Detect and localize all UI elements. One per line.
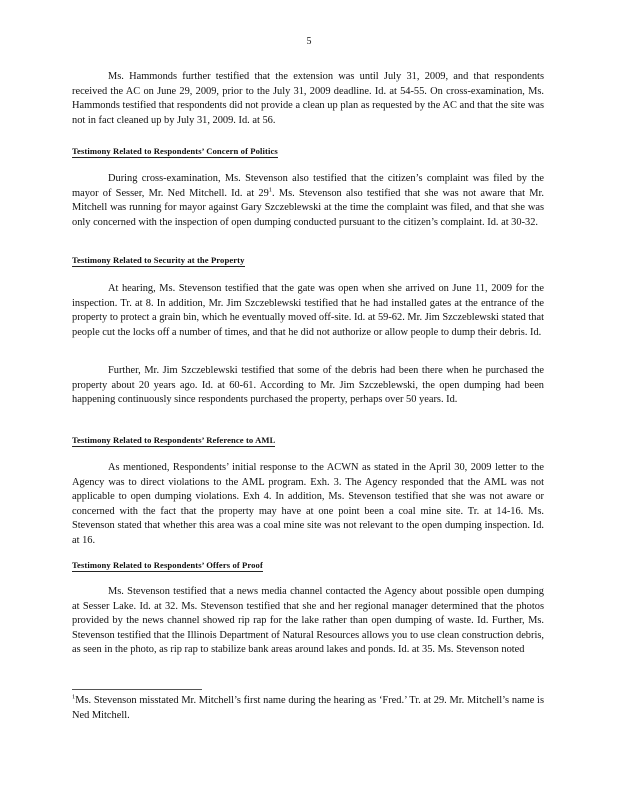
heading-underline bbox=[72, 157, 278, 158]
heading-security-text: Testimony Related to Security at the Property bbox=[72, 255, 245, 265]
page-number: 5 bbox=[306, 36, 312, 47]
heading-aml-text: Testimony Related to Respondents’ Reference to AML bbox=[72, 435, 276, 445]
footnote-ref: 1 bbox=[268, 186, 273, 194]
paragraph-politics-a: During cross-examination, Ms. Stevenson also testified that the citizen’s complaint was filed by the mayor of Sesser, Mr. Ned Mitchell. Id. at 29 bbox=[72, 173, 544, 199]
footnote-text: Ms. Stevenson misstated Mr. Mitchell’s first name during the hearing as ‘Fred.’ Tr. at 29. Mr. Mitchell’s name is Ned Mitchell. bbox=[72, 695, 544, 721]
paragraph-aml: As mentioned, Respondents’ initial response to the ACWN as stated in the April 30, 2009 letter to the Agency was to direct violations to the AML program. Exh. 3. The Agency responded that the AML was not applicable to open dumping violations. Exh 4. In addition, Ms. Stevenson testified that she was not aware or concerned with the fact that the property may have at one point been a coal mine site. Tr. at 14-16. Ms. Stevenson stated that whether this area was a coal mine site was not relevant to the open dumping inspection. Id. at 16. bbox=[72, 462, 544, 546]
paragraph-offers: Ms. Stevenson testified that a news media channel contacted the Agency about possible open dumping at Sesser Lake. Id. at 32. Ms. Stevenson testified that she and her regional manager determined that the photos provided by the news channel showed rip rap for the lake rather than open dumping of waste. Id. Further, Ms. Stevenson testified that the Illinois Department of Natural Resources allows you to use clean construction debris, as seen in the photo, as rip rap to stabilize bank areas around lakes and ponds. Id. at 35. Ms. Stevenson noted bbox=[72, 586, 544, 656]
footnote-separator bbox=[72, 689, 202, 690]
paragraph-further: Further, Mr. Jim Szczeblewski testified that some of the debris had been there when he purchased the property about 20 years ago. Id. at 60-61. According to Mr. Jim Szczeblewski, the open dumping had been happening continuously since respondents purchased the property, perhaps over 50 years. Id. bbox=[72, 365, 544, 406]
paragraph-security: At hearing, Ms. Stevenson testified that the gate was open when she arrived on June 11, 2009 for the inspection. Tr. at 8. In addition, Mr. Jim Szczeblewski testified that he had installed gates at the entrance of the property to protect a grain bin, which he eventually moved off-site. Id. at 59-62. Mr. Jim Szczeblewski stated that people cut the locks off a number of times, and that he did not authorize or allow people to dump their debris. Id. bbox=[72, 283, 544, 338]
footnote bbox=[72, 694, 544, 723]
heading-underline bbox=[72, 266, 245, 267]
heading-security bbox=[72, 255, 245, 267]
heading-underline bbox=[72, 571, 263, 572]
footnote-number: 1 bbox=[72, 693, 76, 701]
paragraph-hammonds: Ms. Hammonds further testified that the extension was until July 31, 2009, and that respondents received the AC on June 29, 2009, prior to the July 31, 2009 deadline. Id. at 54-55. On cross-examination, Ms. Hammonds testified that respondents did not provide a clean up plan as requested by the AC and that the site was not in fact cleaned up by July 31, 2009. Id. at 56. bbox=[72, 71, 544, 126]
paragraph-politics bbox=[72, 172, 544, 230]
heading-offers-text: Testimony Related to Respondents’ Offers of Proof bbox=[72, 560, 263, 570]
heading-politics-text: Testimony Related to Respondents’ Concern of Politics bbox=[72, 146, 278, 156]
heading-politics bbox=[72, 146, 278, 158]
heading-underline bbox=[72, 446, 275, 447]
heading-aml bbox=[72, 435, 275, 447]
paragraph-politics-b: . Ms. Stevenson also testified that she was not aware that Mr. Mitchell was running for mayor against Gary Szczeblewski at the time the complaint was filed, and that she was only concerned with the inspection of open dumping conducted pursuant to the citizen’s complaint. Id. at 30-32. bbox=[72, 187, 544, 228]
heading-offers bbox=[72, 560, 263, 572]
